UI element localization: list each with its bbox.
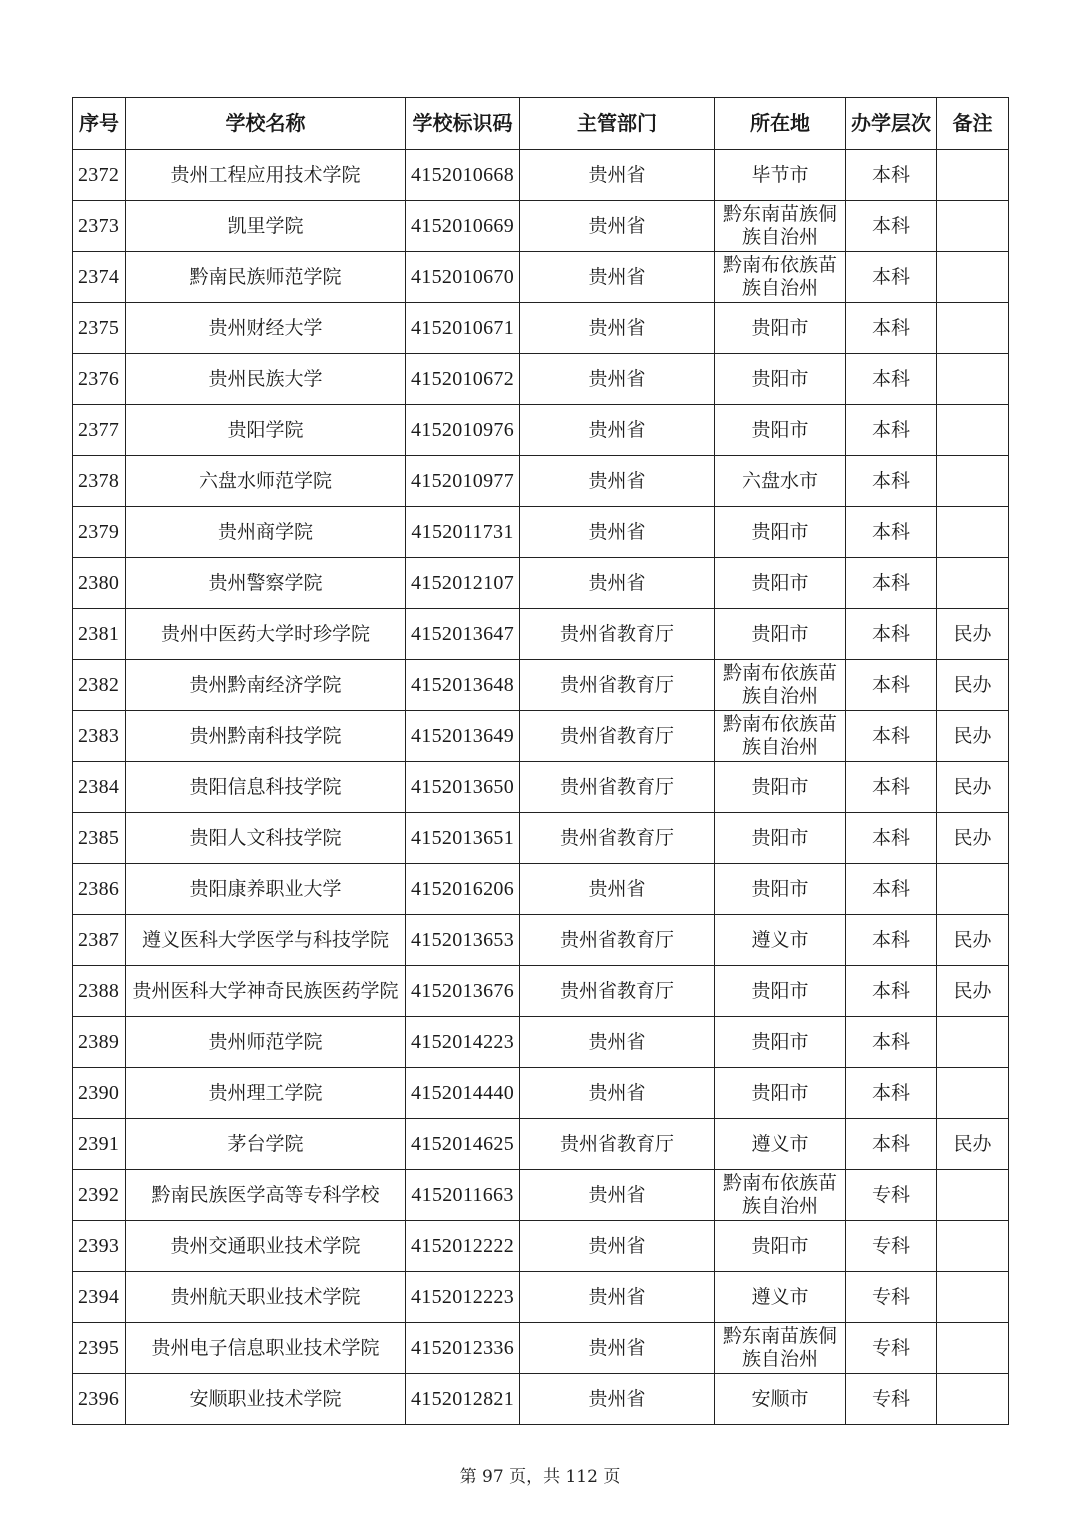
table-row [73, 1323, 1009, 1374]
cell-authority: 贵州省 [520, 1170, 715, 1221]
cell-school-code: 4152011663 [406, 1170, 520, 1221]
cell-location: 贵阳市 [715, 609, 846, 660]
cell-school-code: 4152013650 [406, 762, 520, 813]
cell-location: 黔南布依族苗族自治州 [715, 711, 846, 762]
cell-school-code: 4152014440 [406, 1068, 520, 1119]
cell-level: 本科 [846, 558, 937, 609]
cell-level: 本科 [846, 303, 937, 354]
cell-school-name: 贵州交通职业技术学院 [126, 1221, 406, 1272]
table-row [73, 813, 1009, 864]
cell-school-name: 贵州中医药大学时珍学院 [126, 609, 406, 660]
cell-location: 贵阳市 [715, 1068, 846, 1119]
table-body [73, 150, 1009, 1425]
table-header-row [73, 98, 1009, 150]
table-row [73, 609, 1009, 660]
table-row [73, 150, 1009, 201]
cell-school-name: 贵州警察学院 [126, 558, 406, 609]
cell-school-name: 贵州航天职业技术学院 [126, 1272, 406, 1323]
cell-level: 本科 [846, 507, 937, 558]
table-row [73, 762, 1009, 813]
cell-school-name: 贵州民族大学 [126, 354, 406, 405]
cell-school-code: 4152010669 [406, 201, 520, 252]
cell-level: 本科 [846, 405, 937, 456]
cell-location: 贵阳市 [715, 558, 846, 609]
table-row [73, 405, 1009, 456]
cell-school-name: 贵州商学院 [126, 507, 406, 558]
page-number-footer: 第 97 页，共 112 页 [459, 1467, 621, 1487]
cell-school-name: 贵州电子信息职业技术学院 [126, 1323, 406, 1374]
cell-school-name: 贵州师范学院 [126, 1017, 406, 1068]
cell-seq: 2389 [73, 1017, 126, 1068]
cell-location: 贵阳市 [715, 303, 846, 354]
cell-seq: 2378 [73, 456, 126, 507]
table-row [73, 660, 1009, 711]
cell-level: 专科 [846, 1374, 937, 1425]
cell-authority: 贵州省 [520, 1323, 715, 1374]
cell-level: 本科 [846, 711, 937, 762]
table-row [73, 1170, 1009, 1221]
cell-level: 本科 [846, 609, 937, 660]
cell-school-name: 贵州黔南经济学院 [126, 660, 406, 711]
cell-authority: 贵州省教育厅 [520, 915, 715, 966]
cell-school-code: 4152014625 [406, 1119, 520, 1170]
cell-level: 专科 [846, 1272, 937, 1323]
cell-remarks: 民办 [937, 813, 1009, 864]
cell-authority: 贵州省 [520, 1221, 715, 1272]
cell-level: 本科 [846, 1017, 937, 1068]
cell-seq: 2390 [73, 1068, 126, 1119]
cell-level: 本科 [846, 813, 937, 864]
cell-seq: 2382 [73, 660, 126, 711]
cell-location: 遵义市 [715, 1119, 846, 1170]
table-row [73, 1119, 1009, 1170]
cell-seq: 2386 [73, 864, 126, 915]
cell-seq: 2393 [73, 1221, 126, 1272]
cell-school-name: 贵州黔南科技学院 [126, 711, 406, 762]
cell-remarks: 民办 [937, 660, 1009, 711]
table-row [73, 354, 1009, 405]
header-level: 办学层次 [846, 98, 937, 150]
cell-authority: 贵州省 [520, 150, 715, 201]
cell-seq: 2383 [73, 711, 126, 762]
cell-location: 六盘水市 [715, 456, 846, 507]
table-row [73, 1221, 1009, 1272]
cell-school-name: 黔南民族医学高等专科学校 [126, 1170, 406, 1221]
cell-school-code: 4152012222 [406, 1221, 520, 1272]
header-remarks: 备注 [937, 98, 1009, 150]
cell-school-code: 4152010977 [406, 456, 520, 507]
cell-school-code: 4152013648 [406, 660, 520, 711]
cell-seq: 2373 [73, 201, 126, 252]
cell-authority: 贵州省 [520, 303, 715, 354]
cell-remarks [937, 354, 1009, 405]
cell-remarks [937, 1017, 1009, 1068]
cell-school-name: 贵阳学院 [126, 405, 406, 456]
cell-remarks: 民办 [937, 915, 1009, 966]
cell-location: 黔东南苗族侗族自治州 [715, 1323, 846, 1374]
cell-seq: 2380 [73, 558, 126, 609]
cell-level: 专科 [846, 1221, 937, 1272]
school-list-table [72, 97, 1009, 1425]
cell-authority: 贵州省 [520, 1272, 715, 1323]
cell-seq: 2376 [73, 354, 126, 405]
table-row [73, 456, 1009, 507]
cell-school-name: 贵阳信息科技学院 [126, 762, 406, 813]
cell-level: 本科 [846, 456, 937, 507]
header-location: 所在地 [715, 98, 846, 150]
cell-location: 贵阳市 [715, 813, 846, 864]
cell-school-code: 4152012223 [406, 1272, 520, 1323]
cell-school-code: 4152011731 [406, 507, 520, 558]
cell-school-name: 贵州财经大学 [126, 303, 406, 354]
cell-remarks [937, 456, 1009, 507]
cell-authority: 贵州省教育厅 [520, 1119, 715, 1170]
cell-location: 黔南布依族苗族自治州 [715, 1170, 846, 1221]
cell-authority: 贵州省教育厅 [520, 609, 715, 660]
cell-level: 本科 [846, 354, 937, 405]
cell-seq: 2394 [73, 1272, 126, 1323]
cell-location: 贵阳市 [715, 1017, 846, 1068]
cell-school-code: 4152010668 [406, 150, 520, 201]
cell-seq: 2385 [73, 813, 126, 864]
cell-remarks [937, 405, 1009, 456]
cell-authority: 贵州省教育厅 [520, 762, 715, 813]
table-row [73, 558, 1009, 609]
header-school-code: 学校标识码 [406, 98, 520, 150]
cell-school-code: 4152010671 [406, 303, 520, 354]
cell-authority: 贵州省教育厅 [520, 711, 715, 762]
cell-level: 本科 [846, 201, 937, 252]
table-row [73, 711, 1009, 762]
cell-authority: 贵州省 [520, 864, 715, 915]
table-row [73, 966, 1009, 1017]
cell-level: 本科 [846, 864, 937, 915]
cell-location: 贵阳市 [715, 864, 846, 915]
cell-level: 本科 [846, 1068, 937, 1119]
cell-location: 黔南布依族苗族自治州 [715, 252, 846, 303]
cell-school-name: 茅台学院 [126, 1119, 406, 1170]
table-row [73, 1374, 1009, 1425]
cell-seq: 2379 [73, 507, 126, 558]
cell-school-code: 4152013649 [406, 711, 520, 762]
cell-school-code: 4152016206 [406, 864, 520, 915]
cell-location: 毕节市 [715, 150, 846, 201]
cell-seq: 2372 [73, 150, 126, 201]
cell-authority: 贵州省 [520, 252, 715, 303]
cell-location: 黔东南苗族侗族自治州 [715, 201, 846, 252]
cell-school-name: 贵阳康养职业大学 [126, 864, 406, 915]
cell-school-code: 4152013653 [406, 915, 520, 966]
cell-remarks [937, 507, 1009, 558]
cell-authority: 贵州省 [520, 354, 715, 405]
cell-school-name: 贵州理工学院 [126, 1068, 406, 1119]
cell-seq: 2374 [73, 252, 126, 303]
cell-level: 本科 [846, 150, 937, 201]
cell-location: 安顺市 [715, 1374, 846, 1425]
cell-seq: 2396 [73, 1374, 126, 1425]
cell-remarks [937, 303, 1009, 354]
cell-school-code: 4152010670 [406, 252, 520, 303]
cell-seq: 2388 [73, 966, 126, 1017]
cell-remarks [937, 864, 1009, 915]
cell-level: 本科 [846, 252, 937, 303]
cell-seq: 2391 [73, 1119, 126, 1170]
cell-school-name: 安顺职业技术学院 [126, 1374, 406, 1425]
cell-location: 黔南布依族苗族自治州 [715, 660, 846, 711]
table-row [73, 1068, 1009, 1119]
cell-school-name: 凯里学院 [126, 201, 406, 252]
cell-school-code: 4152010672 [406, 354, 520, 405]
cell-authority: 贵州省教育厅 [520, 813, 715, 864]
table-row [73, 864, 1009, 915]
table-row [73, 915, 1009, 966]
cell-seq: 2384 [73, 762, 126, 813]
cell-location: 贵阳市 [715, 762, 846, 813]
cell-authority: 贵州省 [520, 405, 715, 456]
table-row [73, 1272, 1009, 1323]
cell-school-code: 4152013676 [406, 966, 520, 1017]
cell-remarks [937, 1323, 1009, 1374]
cell-school-name: 贵阳人文科技学院 [126, 813, 406, 864]
header-school-name: 学校名称 [126, 98, 406, 150]
cell-location: 贵阳市 [715, 507, 846, 558]
cell-school-code: 4152012107 [406, 558, 520, 609]
cell-authority: 贵州省教育厅 [520, 966, 715, 1017]
cell-school-name: 遵义医科大学医学与科技学院 [126, 915, 406, 966]
cell-remarks: 民办 [937, 762, 1009, 813]
cell-location: 遵义市 [715, 1272, 846, 1323]
cell-seq: 2387 [73, 915, 126, 966]
cell-authority: 贵州省 [520, 456, 715, 507]
cell-remarks: 民办 [937, 966, 1009, 1017]
cell-remarks [937, 1272, 1009, 1323]
cell-authority: 贵州省 [520, 1374, 715, 1425]
cell-remarks [937, 201, 1009, 252]
cell-authority: 贵州省 [520, 201, 715, 252]
header-seq: 序号 [73, 98, 126, 150]
cell-remarks [937, 1374, 1009, 1425]
cell-level: 专科 [846, 1323, 937, 1374]
cell-remarks [937, 1068, 1009, 1119]
cell-seq: 2395 [73, 1323, 126, 1374]
cell-school-name: 黔南民族师范学院 [126, 252, 406, 303]
header-authority: 主管部门 [520, 98, 715, 150]
cell-authority: 贵州省 [520, 507, 715, 558]
cell-school-name: 贵州医科大学神奇民族医药学院 [126, 966, 406, 1017]
cell-authority: 贵州省 [520, 558, 715, 609]
cell-authority: 贵州省 [520, 1068, 715, 1119]
cell-remarks [937, 252, 1009, 303]
cell-remarks: 民办 [937, 1119, 1009, 1170]
cell-school-code: 4152010976 [406, 405, 520, 456]
table-row [73, 201, 1009, 252]
cell-level: 本科 [846, 660, 937, 711]
cell-level: 专科 [846, 1170, 937, 1221]
cell-location: 贵阳市 [715, 1221, 846, 1272]
cell-location: 贵阳市 [715, 354, 846, 405]
table-row [73, 507, 1009, 558]
cell-level: 本科 [846, 762, 937, 813]
cell-school-code: 4152012336 [406, 1323, 520, 1374]
cell-school-name: 六盘水师范学院 [126, 456, 406, 507]
cell-remarks [937, 1170, 1009, 1221]
cell-remarks: 民办 [937, 711, 1009, 762]
cell-location: 遵义市 [715, 915, 846, 966]
cell-remarks [937, 1221, 1009, 1272]
cell-school-code: 4152014223 [406, 1017, 520, 1068]
cell-authority: 贵州省 [520, 1017, 715, 1068]
cell-authority: 贵州省教育厅 [520, 660, 715, 711]
table-row [73, 1017, 1009, 1068]
cell-level: 本科 [846, 966, 937, 1017]
cell-seq: 2392 [73, 1170, 126, 1221]
cell-level: 本科 [846, 1119, 937, 1170]
cell-remarks [937, 558, 1009, 609]
table-row [73, 303, 1009, 354]
cell-level: 本科 [846, 915, 937, 966]
cell-location: 贵阳市 [715, 966, 846, 1017]
cell-remarks [937, 150, 1009, 201]
cell-seq: 2381 [73, 609, 126, 660]
cell-location: 贵阳市 [715, 405, 846, 456]
cell-remarks: 民办 [937, 609, 1009, 660]
cell-seq: 2377 [73, 405, 126, 456]
cell-school-code: 4152013647 [406, 609, 520, 660]
cell-school-code: 4152013651 [406, 813, 520, 864]
table-row [73, 252, 1009, 303]
cell-school-code: 4152012821 [406, 1374, 520, 1425]
cell-seq: 2375 [73, 303, 126, 354]
cell-school-name: 贵州工程应用技术学院 [126, 150, 406, 201]
